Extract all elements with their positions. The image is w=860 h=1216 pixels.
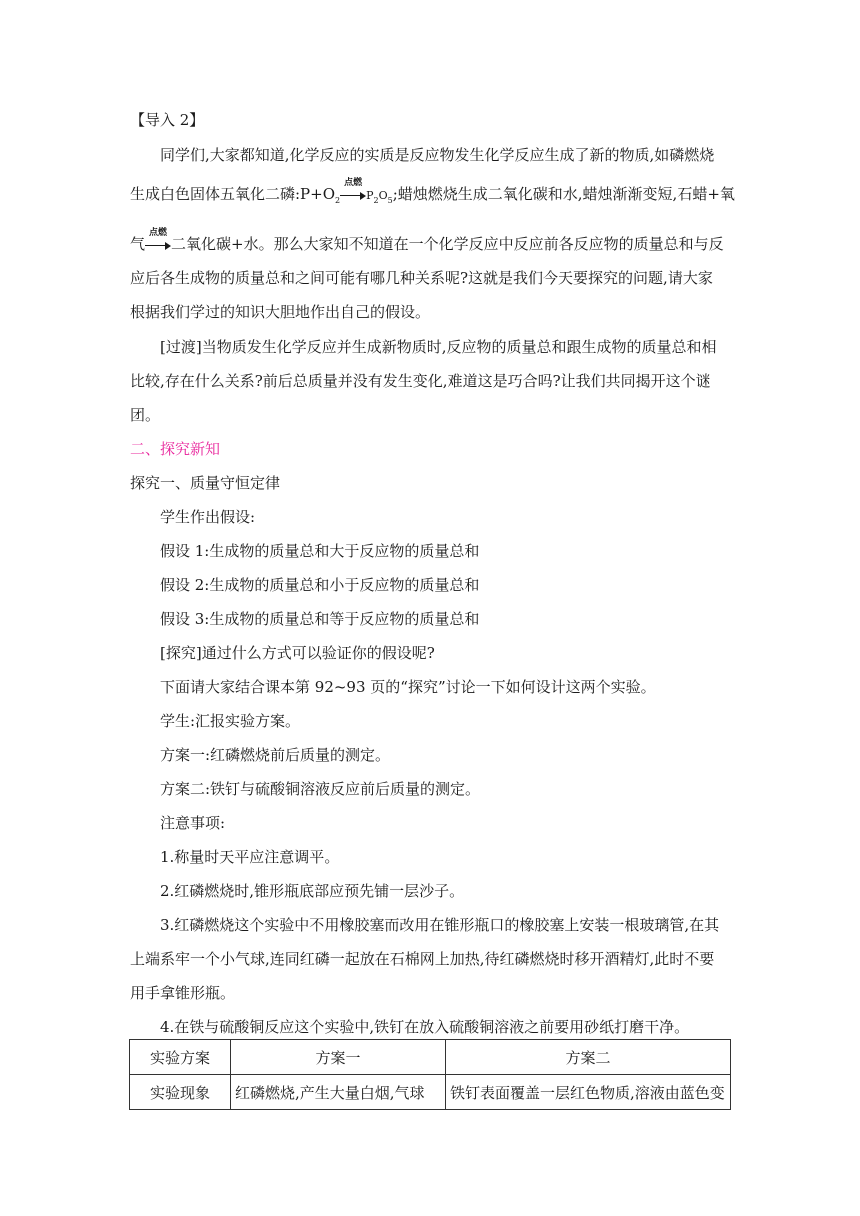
note-4: 4.在铁与硫酸铜反应这个实验中,铁钉在放入硫酸铜溶液之前要用砂纸打磨干净。	[160, 1018, 690, 1036]
intro-paragraph-line: 根据我们学过的知识大胆地作出自己的假设。	[130, 303, 431, 321]
text-segment: 生成白色固体五氧化二磷:P+O	[130, 185, 336, 203]
formula-p: P	[366, 189, 374, 202]
student-report: 学生:汇报实验方案。	[160, 712, 301, 730]
table-row	[130, 1040, 731, 1075]
subscript: 5	[387, 196, 393, 205]
note-2: 2.红磷燃烧时,锥形瓶底部应预先铺一层沙子。	[160, 882, 465, 900]
arrow-condition-label: 点燃	[344, 178, 363, 188]
experiment-table	[129, 1039, 731, 1110]
table-header-cell: 方案一	[231, 1040, 446, 1075]
note-3-line: 3.红磷燃烧这个实验中不用橡胶塞而改用在锥形瓶口的橡胶塞上安装一根玻璃管,在其	[160, 916, 720, 934]
subscript: 2	[335, 196, 341, 205]
plan-two: 方案二:铁钉与硫酸铜溶液反应前后质量的测定。	[160, 780, 481, 798]
reaction-arrow-icon	[145, 228, 171, 252]
note-3-line: 上端系牢一个小气球,连同红磷一起放在石棉网上加热,待红磷燃烧时移开酒精灯,此时不要	[130, 950, 715, 968]
explore-question: [探究]通过什么方式可以验证你的假设呢?	[160, 644, 435, 662]
hypothesis-2: 假设 2:生成物的质量总和小于反应物的质量总和	[160, 576, 480, 594]
hypothesis-intro: 学生作出假设:	[160, 508, 256, 526]
note-3-line: 用手拿锥形瓶。	[130, 984, 236, 1002]
intro-paragraph-line-with-arrow	[130, 228, 724, 254]
notes-heading: 注意事项:	[160, 814, 226, 832]
hypothesis-3: 假设 3:生成物的质量总和等于反应物的质量总和	[160, 610, 480, 628]
hypothesis-1: 假设 1:生成物的质量总和大于反应物的质量总和	[160, 542, 480, 560]
arrow-condition-label: 点燃	[149, 228, 168, 238]
table-cell: 红磷燃烧,产生大量白烟,气球	[231, 1075, 446, 1110]
plan-one: 方案一:红磷燃烧前后质量的测定。	[160, 746, 391, 764]
table-cell: 铁钉表面覆盖一层红色物质,溶液由蓝色变	[446, 1075, 731, 1110]
section-heading: 二、探究新知	[130, 440, 221, 458]
reaction-arrow-icon	[340, 178, 366, 202]
table-header-cell: 方案二	[446, 1040, 731, 1075]
subsection-heading: 探究一、质量守恒定律	[130, 474, 281, 492]
intro-title: 【导入 2】	[130, 111, 205, 129]
discussion-instruction: 下面请大家结合课本第 92~93 页的“探究”讨论一下如何设计这两个实验。	[160, 678, 656, 696]
transition-paragraph-line: 团。	[130, 406, 161, 424]
subscript: 2	[373, 196, 379, 205]
text-segment: 二氧化碳+水。那么大家知不知道在一个化学反应中反应前各反应物的质量总和与反	[171, 235, 724, 253]
intro-paragraph-line-with-formula	[130, 178, 735, 211]
formula-o: O	[378, 189, 388, 202]
note-1: 1.称量时天平应注意调平。	[160, 848, 340, 866]
table-header-cell: 实验方案	[130, 1040, 231, 1075]
table-row	[130, 1075, 731, 1110]
intro-paragraph-line: 同学们,大家都知道,化学反应的实质是反应物发生化学反应生成了新的物质,如磷燃烧	[160, 146, 715, 164]
table-cell: 实验现象	[130, 1075, 231, 1110]
text-segment: ;蜡烛燃烧生成二氧化碳和水,蜡烛渐渐变短,石蜡+氧	[392, 185, 735, 203]
text-segment: 气	[130, 235, 146, 253]
intro-paragraph-line: 应后各生成物的质量总和之间可能有哪几种关系呢?这就是我们今天要探究的问题,请大家	[130, 269, 713, 287]
transition-paragraph-line: [过渡]当物质发生化学反应并生成新物质时,反应物的质量总和跟生成物的质量总和相	[160, 338, 717, 356]
transition-paragraph-line: 比较,存在什么关系?前后总质量并没有发生变化,难道这是巧合吗?让我们共同揭开这个谜	[130, 372, 711, 390]
